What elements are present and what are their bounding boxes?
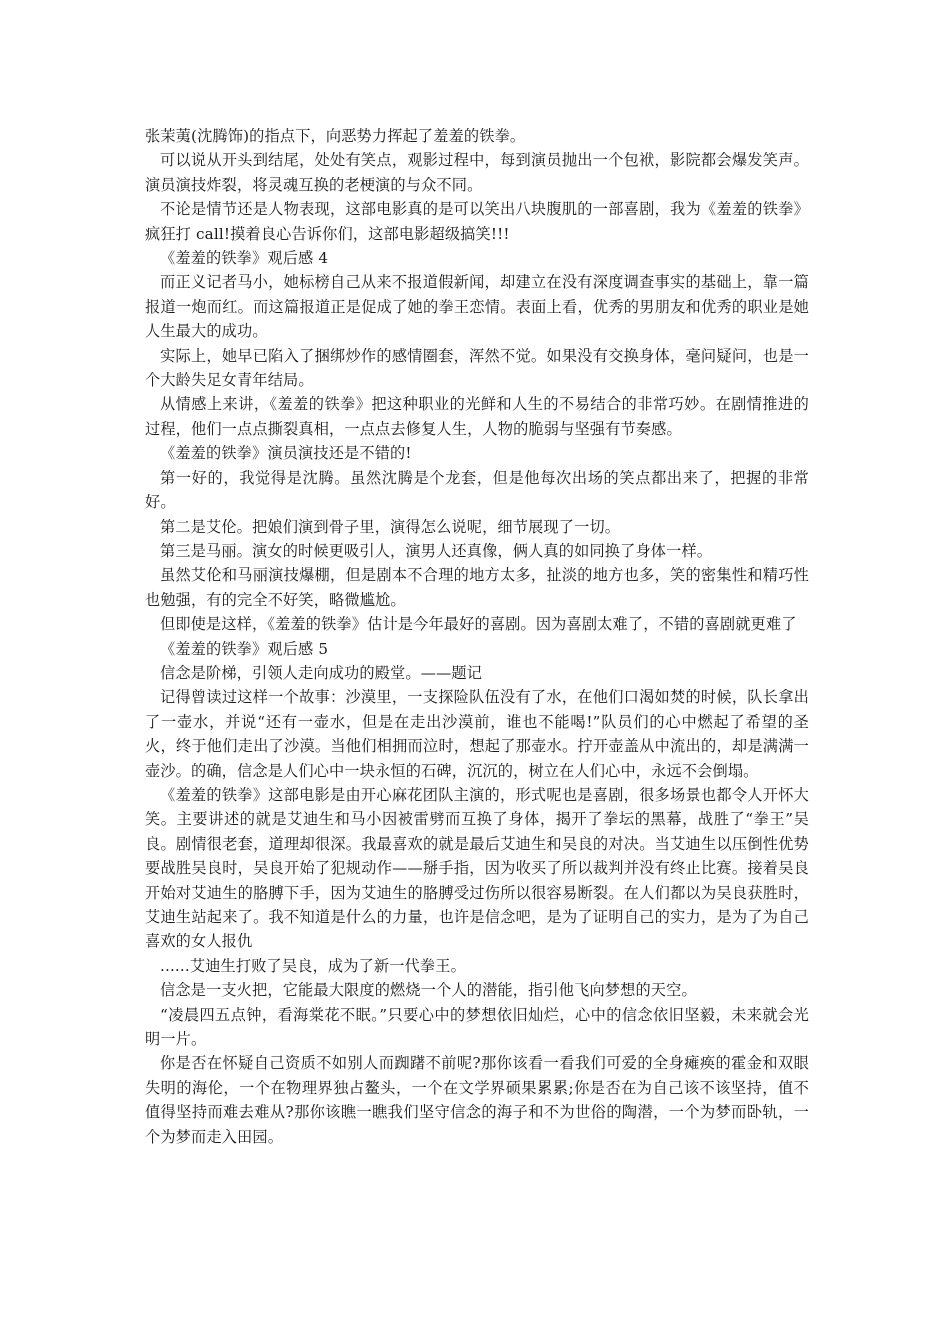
- paragraph-17: 《羞羞的铁拳》这部电影是由开心麻花团队主演的，形式呢也是喜剧，很多场景也都令人开怀大笑。主要讲述的就是艾迪生和马小因被雷劈而互换了身体，揭开了拳坛的黑幕，战胜了“拳王”吴良。剧情很老套，道理却很深。我最喜欢的就是最后艾迪生和吴良的对决。当艾迪生以压倒性优势要战胜吴良时，吴良开始了犯规动作——掰手指，因为收买了所以裁判并没有终止比赛。接着吴良开始对艾迪生的胳膊下手，因为艾迪生的胳膊受过伤所以很容易断裂。在人们都以为吴良获胜时，艾迪生站起来了。我不知道是什么的力量，也许是信念吧，是为了证明自己的实力，是为了为自己喜欢的女人报仇: [145, 785, 809, 951]
- paragraph-18: ......艾迪生打败了吴良，成为了新一代拳王。: [160, 956, 466, 975]
- paragraph-10: 第二是艾伦。把娘们演到骨子里，演得怎么说呢，细节展现了一切。: [160, 517, 621, 536]
- section-heading-5: 《羞羞的铁拳》观后感 5: [160, 639, 329, 658]
- paragraph-11: 第三是马丽。演女的时候更吸引人，演男人还真像，俩人真的如同换了身体一样。: [160, 541, 713, 560]
- paragraph-9: 第一好的，我觉得是沈腾。虽然沈腾是个龙套，但是他每次出场的笑点都出来了，把握的非常好。: [145, 468, 809, 512]
- paragraph-13: 但即使是这样，《羞羞的铁拳》估计是今年最好的喜剧。因为喜剧太难了，不错的喜剧就更难了: [160, 615, 797, 634]
- section-heading-4: 《羞羞的铁拳》观后感 4: [160, 249, 329, 268]
- paragraph-12: 虽然艾伦和马丽演技爆棚，但是剧本不合理的地方太多，扯淡的地方也多，笑的密集性和精巧性也勉强，有的完全不好笑，略微尴尬。: [145, 566, 809, 609]
- document-page: [145, 124, 809, 1149]
- paragraph-20: “凌晨四五点钟，看海棠花不眠。”只要心中的梦想依旧灿烂，心中的信念依旧坚毅，未来就会光明一片。: [145, 1005, 809, 1049]
- paragraph-16: 记得曾读过这样一个故事：沙漠里，一支探险队伍没有了水，在他们口渴如焚的时候，队长拿出了一壶水，并说“还有一壶水，但是在走出沙漠前，谁也不能喝!”队员们的心中燃起了希望的圣火，终于他们走出了沙漠。当他们相拥而泣时，想起了那壶水。拧开壶盖从中流出的，却是满满一壶沙。的确，信念是人们心中一块永恒的石碑，沉沉的，树立在人们心中，永远不会倒塌。: [145, 688, 809, 780]
- paragraph-15: 信念是阶梯，引领人走向成功的殿堂。——题记: [160, 663, 483, 682]
- paragraph-8: 《羞羞的铁拳》演员演技还是不错的!: [160, 444, 412, 463]
- paragraph-3: 不论是情节还是人物表现，这部电影真的是可以笑出八块腹肌的一部喜剧，我为《羞羞的铁拳》疯狂打 call!摸着良心告诉你们，这部电影超级搞笑!!!: [145, 200, 809, 243]
- paragraph-7: 从情感上来讲，《羞羞的铁拳》把这种职业的光鲜和人生的不易结合的非常巧妙。在剧情推进的过程，他们一点点撕裂真相，一点点去修复人生，人物的脆弱与坚强有节奏感。: [145, 395, 809, 438]
- paragraph-5: 而正义记者马小，她标榜自己从来不报道假新闻，却建立在没有深度调查事实的基础上，靠一篇报道一炮而红。而这篇报道正是促成了她的拳王恋情。表面上看，优秀的男朋友和优秀的职业是她人生最大的成功。: [145, 273, 809, 341]
- paragraph-19: 信念是一支火把，它能最大限度的燃烧一个人的潜能，指引他飞向梦想的天空。: [160, 981, 697, 1000]
- paragraph-1: 张茉荑(沈腾饰)的指点下，向恶势力挥起了羞羞的铁拳。: [145, 127, 526, 145]
- paragraph-6: 实际上，她早已陷入了捆绑炒作的感情圈套，浑然不觉。如果没有交换身体，毫问疑问，也是一个大龄失足女青年结局。: [145, 346, 809, 390]
- paragraph-21: 你是否在怀疑自己资质不如别人而踟躇不前呢?那你该看一看我们可爱的全身瘫痪的霍金和双眼失明的海伦，一个在物理界独占鳌头，一个在文学界硕果累累;你是否在为自己该不该坚持，值不值得坚持而难去难从?那你该瞧一瞧我们坚守信念的海子和不为世俗的陶潜，一个为梦而卧轨，一个为梦而走入田园。: [145, 1054, 809, 1146]
- paragraph-2: 可以说从开头到结尾，处处有笑点，观影过程中，每到演员抛出一个包袱，影院都会爆发笑声。演员演技炸裂，将灵魂互换的老梗演的与众不同。: [145, 151, 809, 194]
